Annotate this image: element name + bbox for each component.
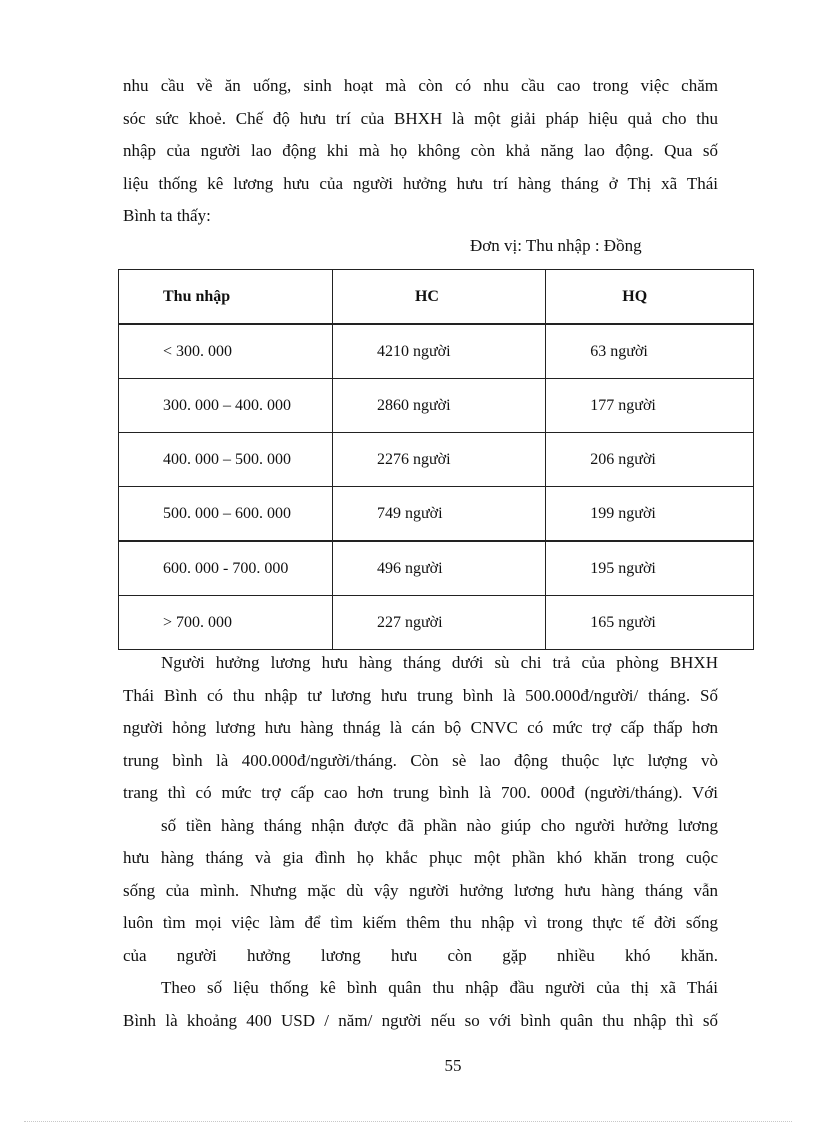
table-row (119, 433, 754, 487)
table-row (119, 324, 754, 379)
cell-hc: 4210 người (332, 324, 545, 379)
paragraph-intro (123, 70, 718, 233)
text-line: trung bình là 400.000đ/người/tháng. Còn sè lao động thuộc lực lượng vò (123, 750, 718, 770)
header-income: Thu nhập (119, 270, 333, 325)
text-line: Thái Bình có thu nhập tư lương hưu trung bình là 500.000đ/người/ tháng. Số (123, 685, 718, 705)
cell-hc: 496 người (332, 541, 545, 596)
text-line: liệu thống kê lương hưu của người hưởng hưu trí hàng tháng ở Thị xã Thái (123, 173, 718, 193)
text-line: số tiền hàng tháng nhận được đã phần nào giúp cho người hưởng lương (161, 815, 718, 835)
text-line: trang thì có mức trợ cấp cao hơn trung bình là 700. 000đ (người/tháng). Với (123, 783, 718, 802)
table-row (119, 379, 754, 433)
table-row (119, 596, 754, 650)
cell-income: 300. 000 – 400. 000 (119, 379, 333, 433)
cell-hq: 195 người (546, 541, 754, 596)
text-line: Bình ta thấy: (123, 206, 211, 225)
pension-income-table (118, 269, 754, 650)
cell-hq: 206 người (546, 433, 754, 487)
text-line: luôn tìm mọi việc làm để tìm kiếm thêm thu nhập vì trong thực tế đời sống (123, 913, 718, 932)
table-header-row (119, 270, 754, 325)
header-hq: HQ (546, 270, 754, 325)
table-row (119, 487, 754, 542)
page-number: 55 (444, 1056, 462, 1075)
cell-hc: 749 người (332, 487, 545, 542)
text-line: Người hưởng lương hưu hàng tháng dưới sù chi trả của phòng BHXH (161, 653, 718, 672)
cell-hq: 63 người (546, 324, 754, 379)
cell-income: 400. 000 – 500. 000 (119, 433, 333, 487)
cell-hc: 2276 người (332, 433, 545, 487)
cell-income: 600. 000 - 700. 000 (119, 541, 333, 596)
table-row (119, 541, 754, 596)
cell-hq: 177 người (546, 379, 754, 433)
text-line: hưu hàng tháng và gia đình họ khắc phục một phần khó khăn trong cuộc (123, 848, 718, 867)
text-line: nhập của người lao động khi mà họ không còn khả năng lao động. Qua số (123, 141, 718, 160)
cell-income: > 700. 000 (119, 596, 333, 650)
cell-hq: 165 người (546, 596, 754, 650)
header-hc: HC (332, 270, 545, 325)
text-line: người hỏng lương hưu hàng thnág là cán bộ CNVC có mức trợ cấp thấp hơn (123, 718, 718, 737)
text-line: sống của mình. Nhưng mặc dù vậy người hưởng lương hưu hàng tháng vẫn (123, 880, 718, 900)
text-line: sóc sức khoẻ. Chế độ hưu trí của BHXH là một giải pháp hiệu quả cho thu (123, 108, 718, 128)
cell-hq: 199 người (546, 487, 754, 542)
page-bottom-divider (24, 1121, 792, 1122)
cell-hc: 2860 người (332, 379, 545, 433)
paragraph-analysis (123, 647, 718, 1037)
text-line: Bình là khoảng 400 USD / năm/ người nếu so với bình quân thu nhập thì số (123, 1010, 718, 1030)
cell-income: < 300. 000 (119, 324, 333, 379)
text-line: của người hưởng lương hưu còn gặp nhiều khó khăn. (123, 945, 718, 965)
cell-hc: 227 người (332, 596, 545, 650)
text-line: nhu cầu về ăn uống, sinh hoạt mà còn có nhu cầu cao trong việc chăm (123, 76, 718, 95)
unit-note: Đơn vị: Thu nhập : Đồng (470, 236, 642, 255)
cell-income: 500. 000 – 600. 000 (119, 487, 333, 542)
text-line: Theo số liệu thống kê bình quân thu nhập đầu người của thị xã Thái (161, 978, 718, 997)
